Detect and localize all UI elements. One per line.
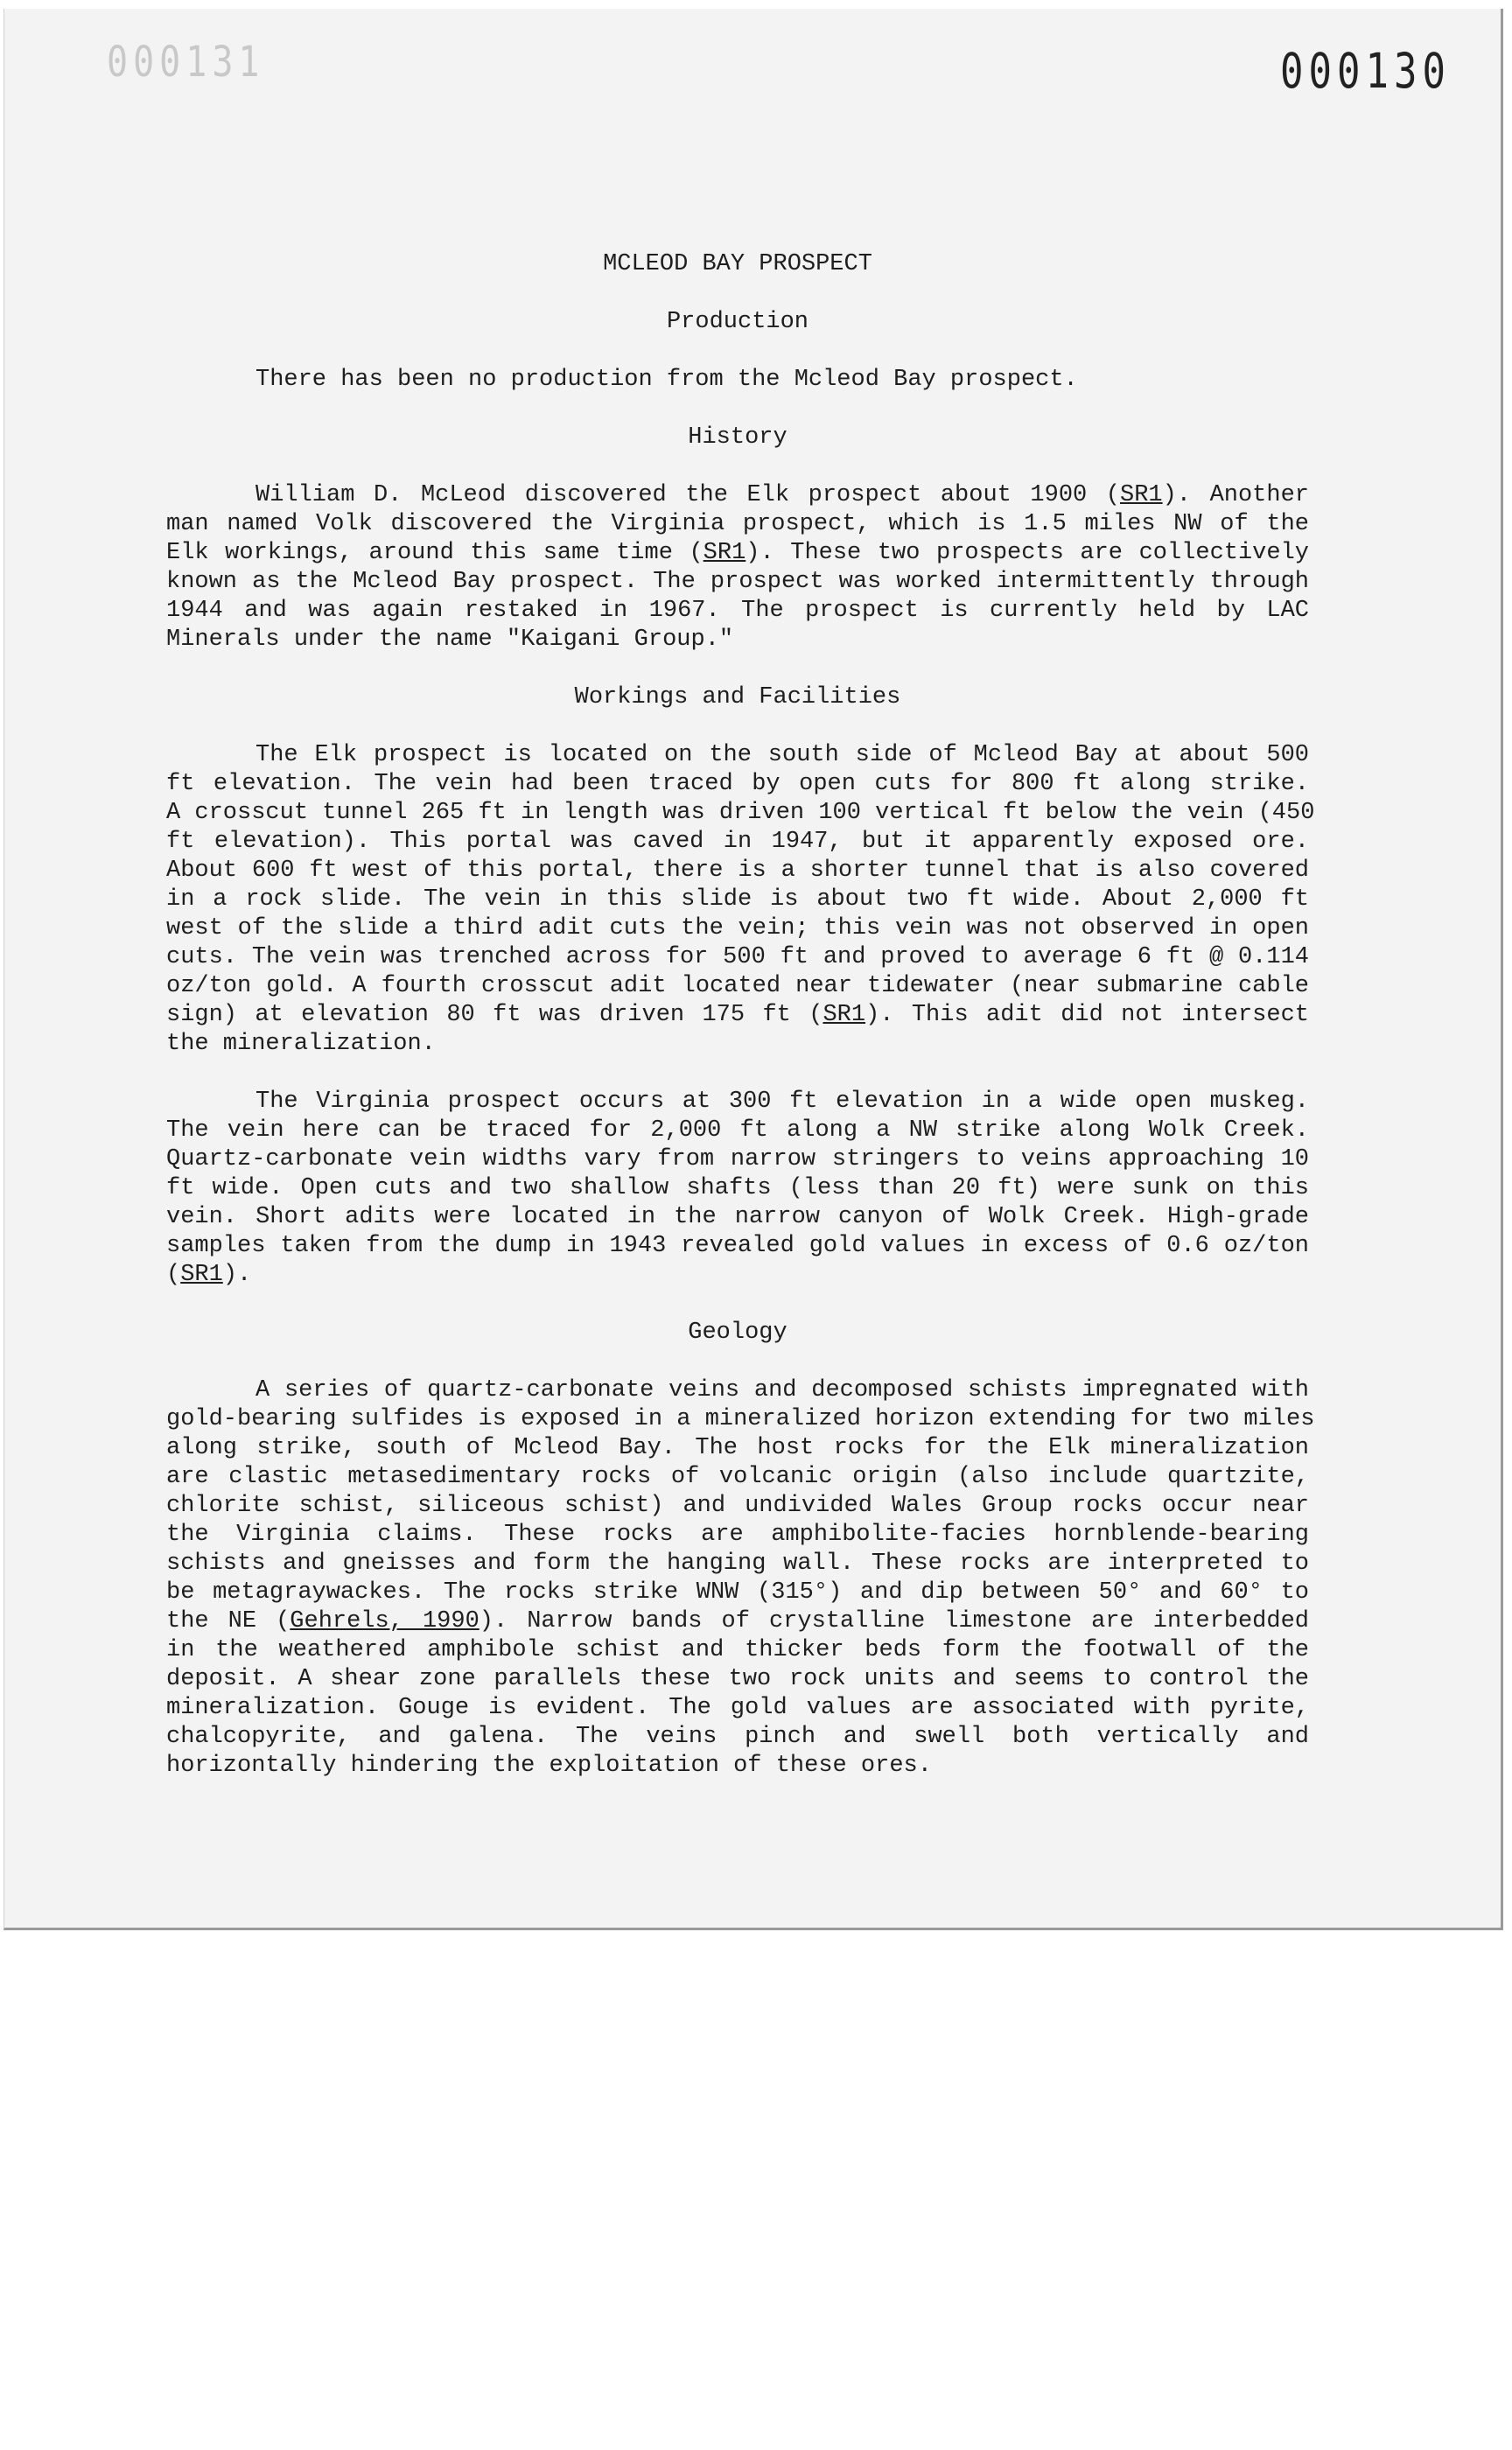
reference-link: SR1 [703, 540, 746, 566]
paragraph-line: The vein here can be traced for 2,000 ft along a NW strike along Wolk Creek. [166, 1117, 1309, 1144]
paragraph-line: ft wide. Open cuts and two shallow shafts (less than 20 ft) were sunk on this [166, 1175, 1309, 1201]
paragraph-line: A crosscut tunnel 265 ft in length was driven 100 vertical ft below the vein (450 [166, 800, 1315, 826]
paragraph-line: in a rock slide. The vein in this slide is about two ft wide. About 2,000 ft [166, 886, 1309, 913]
paragraph-line: (SR1). [166, 1262, 252, 1288]
paragraph-line: horizontally hindering the exploitation of these ores. [166, 1753, 932, 1779]
reference-link: Gehrels, 1990 [290, 1608, 480, 1634]
paragraph-line: William D. McLeod discovered the Elk prospect about 1900 (SR1). Another [256, 482, 1309, 508]
reference-link: SR1 [822, 1002, 866, 1028]
paragraph-line: in the weathered amphibole schist and thicker beds form the footwall of the [166, 1637, 1309, 1663]
paragraph-line: be metagraywackes. The rocks strike WNW (315°) and dip between 50° and 60° to [166, 1579, 1309, 1606]
paragraph-line: Minerals under the name "Kaigani Group." [166, 626, 734, 653]
paragraph-line: Elk workings, around this same time (SR1). These two prospects are collectively [166, 540, 1309, 566]
paragraph-line: gold-bearing sulfides is exposed in a mineralized horizon extending for two miles [166, 1406, 1315, 1432]
paragraph-line: ft elevation). This portal was caved in 1947, but it apparently exposed ore. [166, 829, 1309, 855]
paragraph-line: the mineralization. [166, 1031, 436, 1057]
paragraph-line: man named Volk discovered the Virginia prospect, which is 1.5 miles NW of the [166, 511, 1309, 537]
faded-page-stamp: 000131 [107, 38, 265, 88]
paragraph-line: A series of quartz-carbonate veins and decomposed schists impregnated with [256, 1377, 1309, 1404]
paragraph-line: vein. Short adits were located in the narrow canyon of Wolk Creek. High-grade [166, 1204, 1309, 1230]
paragraph-line: deposit. A shear zone parallels these two rock units and seems to control the [166, 1666, 1309, 1692]
paragraph-line: chlorite schist, siliceous schist) and undivided Wales Group rocks occur near [166, 1493, 1309, 1519]
paragraph-line: ft elevation. The vein had been traced by open cuts for 800 ft along strike. [166, 771, 1309, 797]
paragraph-line: the Virginia claims. These rocks are amphibolite-facies hornblende-bearing [166, 1522, 1309, 1548]
paragraph-line: known as the Mcleod Bay prospect. The prospect was worked intermittently through [166, 569, 1309, 595]
paragraph-line: the NE (Gehrels, 1990). Narrow bands of crystalline limestone are interbedded [166, 1608, 1309, 1634]
page-number-stamp: 000130 [1280, 44, 1451, 100]
paragraph-line: west of the slide a third adit cuts the vein; this vein was not observed in open [166, 915, 1309, 942]
document-title: MCLEOD BAY PROSPECT [603, 251, 872, 277]
paragraph-line: The Elk prospect is located on the south side of Mcleod Bay at about 500 [256, 742, 1309, 768]
production-text: There has been no production from the Mcleod Bay prospect. [256, 367, 1078, 393]
paragraph-line: The Virginia prospect occurs at 300 ft elevation in a wide open muskeg. [256, 1088, 1309, 1115]
paragraph-line: Quartz-carbonate vein widths vary from narrow stringers to veins approaching 10 [166, 1146, 1309, 1172]
paragraph-line: About 600 ft west of this portal, there is a shorter tunnel that is also covered [166, 858, 1309, 884]
paragraph-line: along strike, south of Mcleod Bay. The host rocks for the Elk mineralization [166, 1435, 1309, 1461]
geology-heading: Geology [688, 1320, 788, 1346]
workings-heading: Workings and Facilities [574, 684, 901, 710]
paragraph-line: sign) at elevation 80 ft was driven 175 ft (SR1). This adit did not intersect [166, 1002, 1309, 1028]
paragraph-line: schists and gneisses and form the hanging wall. These rocks are interpreted to [166, 1550, 1309, 1577]
reference-link: SR1 [180, 1262, 223, 1288]
reference-link: SR1 [1120, 482, 1163, 508]
paragraph-line: chalcopyrite, and galena. The veins pinch and swell both vertically and [166, 1724, 1309, 1750]
paragraph-line: cuts. The vein was trenched across for 500 ft and proved to average 6 ft @ 0.114 [166, 944, 1309, 970]
history-heading: History [688, 424, 788, 451]
paragraph-line: are clastic metasedimentary rocks of volcanic origin (also include quartzite, [166, 1464, 1309, 1490]
paragraph-line: 1944 and was again restaked in 1967. The prospect is currently held by LAC [166, 598, 1309, 624]
paragraph-line: oz/ton gold. A fourth crosscut adit located near tidewater (near submarine cable [166, 973, 1309, 999]
paragraph-line: mineralization. Gouge is evident. The gold values are associated with pyrite, [166, 1695, 1309, 1721]
production-heading: Production [666, 309, 809, 335]
paragraph-line: samples taken from the dump in 1943 revealed gold values in excess of 0.6 oz/ton [166, 1233, 1309, 1259]
